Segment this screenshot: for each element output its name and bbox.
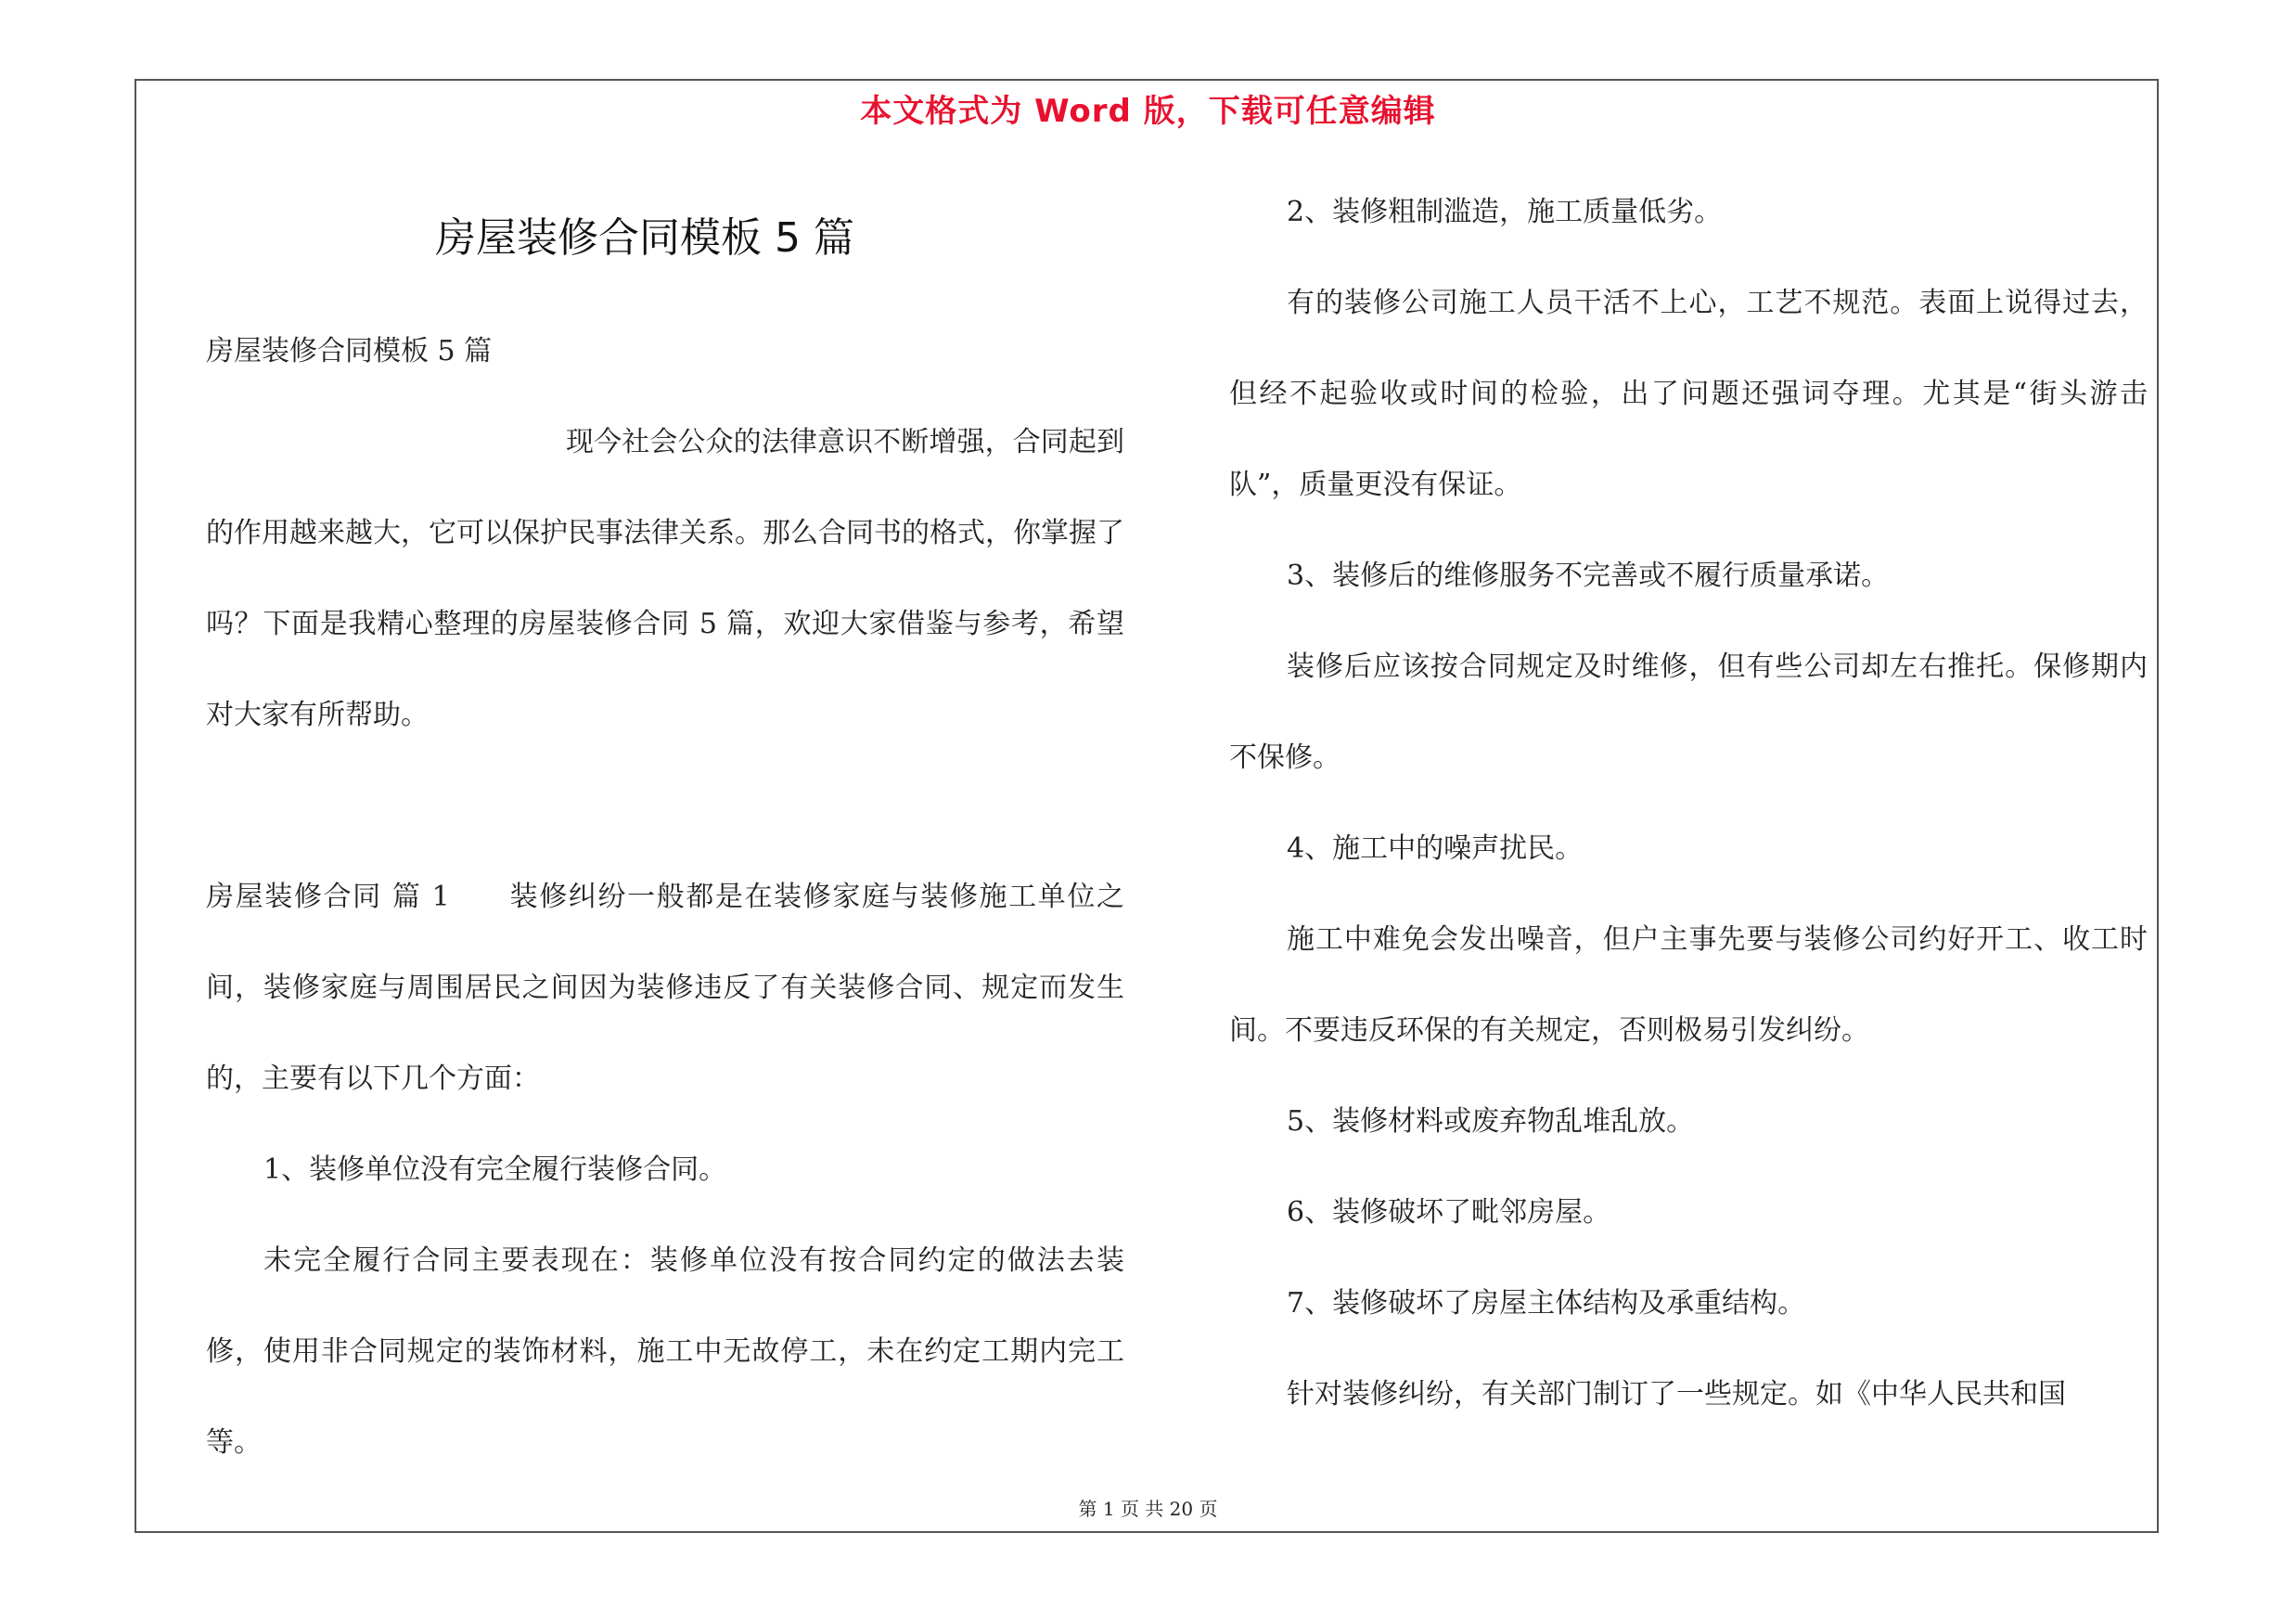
- item-7-heading: 7、装修破坏了房屋主体结构及承重结构。: [1287, 1287, 1806, 1320]
- item-2-text: 有的装修公司施工人员干活不上心，工艺不规范。表面上说得过去，但经不起验收或时间的检验，出了问题还强词夺理。尤其是“街头游击队”，质量更没有保证。: [1229, 287, 2148, 501]
- left-column: [206, 306, 1124, 1488]
- document-subtitle: 房屋装修合同模板 5 篇: [206, 335, 493, 367]
- right-column: [1229, 167, 2148, 1440]
- format-banner: 本文格式为 Word 版，下载可任意编辑: [860, 93, 1436, 130]
- item-3-heading: 3、装修后的维修服务不完善或不履行质量承诺。: [1287, 560, 1890, 592]
- section-heading: 房屋装修合同 篇 1: [206, 881, 450, 913]
- closing-paragraph: 针对装修纠纷，有关部门制订了一些规定。如《中华人民共和国: [1287, 1378, 2066, 1410]
- item-1-text: 未完全履行合同主要表现在：装修单位没有按合同约定的做法去装修，使用非合同规定的装饰材料，施工中无故停工，未在约定工期内完工等。: [206, 1244, 1124, 1459]
- section-spacer: [450, 881, 510, 913]
- item-1-heading: 1、装修单位没有完全履行装修合同。: [263, 1153, 727, 1186]
- section-paragraph: [206, 852, 1124, 1125]
- section-body: 装修纠纷一般都是在装修家庭与装修施工单位之间，装修家庭与周围居民之间因为装修违反了有关装修合同、规定而发生的，主要有以下几个方面：: [206, 881, 1125, 1095]
- page-number-footer: 第 1 页 共 20 页: [1078, 1498, 1218, 1520]
- item-6-heading: 6、装修破坏了毗邻房屋。: [1287, 1196, 1611, 1229]
- item-4-text: 施工中难免会发出噪音，但户主事先要与装修公司约好开工、收工时间。不要违反环保的有关规定，否则极易引发纠纷。: [1229, 923, 2148, 1047]
- paragraph-gap: [206, 761, 1124, 852]
- item-4-heading: 4、施工中的噪声扰民。: [1287, 832, 1584, 865]
- item-2-heading: 2、装修粗制滥造，施工质量低劣。: [1287, 196, 1723, 228]
- document-title: 房屋装修合同模板 5 篇: [435, 214, 854, 262]
- intro-paragraph: 现今社会公众的法律意识不断增强，合同起到的作用越来越大，它可以保护民事法律关系。那么合同书的格式，你掌握了吗？下面是我精心整理的房屋装修合同 5 篇，欢迎大家借鉴与参考，希望对大家有所帮助。: [206, 426, 1124, 731]
- item-3-text: 装修后应该按合同规定及时维修，但有些公司却左右推托。保修期内不保修。: [1229, 650, 2148, 774]
- item-5-heading: 5、装修材料或废弃物乱堆乱放。: [1287, 1105, 1695, 1138]
